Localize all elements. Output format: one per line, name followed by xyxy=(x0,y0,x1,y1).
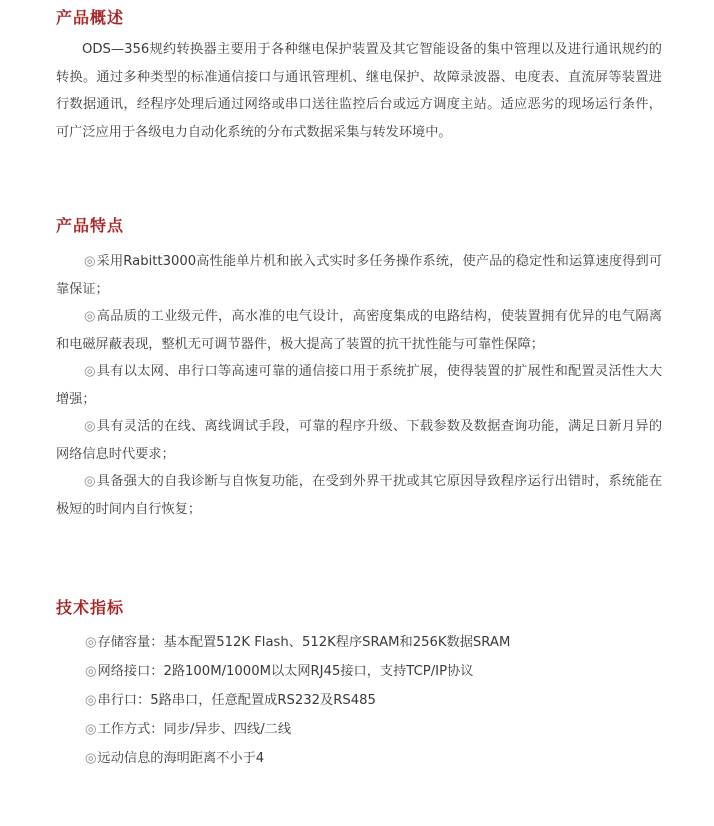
spec-item xyxy=(56,628,662,657)
feature-item-text: 高品质的工业级元件，高水准的电气设计，高密度集成的电路结构，使装置拥有优异的电气隔离和电磁屏蔽表现，整机无可调节器件，极大提高了装置的抗干扰性能与可靠性保障； xyxy=(56,309,663,352)
technical-specs-section xyxy=(56,598,662,773)
technical-specs-heading: 技术指标 xyxy=(56,598,125,617)
circle-bullet-icon: ◎ xyxy=(85,751,97,766)
spec-item-text: 存储容量：基本配置512K Flash、512K程序SRAM和256K数据SRAM xyxy=(97,635,511,650)
product-features-heading: 产品特点 xyxy=(56,216,125,235)
spec-item xyxy=(56,686,662,715)
feature-item xyxy=(56,248,662,303)
product-overview-heading: 产品概述 xyxy=(56,8,125,27)
spec-item xyxy=(56,715,662,744)
feature-item xyxy=(56,303,662,358)
circle-bullet-icon: ◎ xyxy=(85,635,97,650)
circle-bullet-icon: ◎ xyxy=(85,664,97,679)
feature-item xyxy=(56,413,662,468)
feature-item-text: 采用Rabitt3000高性能单片机和嵌入式实时多任务操作系统，使产品的稳定性和运算速度得到可靠保证； xyxy=(56,254,662,297)
specs-list xyxy=(56,628,662,773)
circle-bullet-icon: ◎ xyxy=(84,419,96,434)
feature-item xyxy=(56,468,662,523)
product-overview-paragraph: ODS—356规约转换器主要用于各种继电保护装置及其它智能设备的集中管理以及进行通讯规约的转换。通过多种类型的标准通信接口与通讯管理机、继电保护、故障录波器、电度表、直流屏等装置进行数据通讯，经程序处理后通过网络或串口送往监控后台或远方调度主站。适应恶劣的现场运行条件，可广泛应用于各级电力自动化系统的分布式数据采集与转发环境中。 xyxy=(56,42,662,140)
spec-item-text: 串行口：5路串口，任意配置成RS232及RS485 xyxy=(97,693,376,708)
feature-item-text: 具有以太网、串行口等高速可靠的通信接口用于系统扩展，使得装置的扩展性和配置灵活性大大增强； xyxy=(56,364,663,407)
feature-item-text: 具备强大的自我诊断与自恢复功能，在受到外界干扰或其它原因导致程序运行出错时，系统能在极短的时间内自行恢复； xyxy=(56,474,663,517)
product-overview-section xyxy=(56,8,662,146)
circle-bullet-icon: ◎ xyxy=(85,722,97,737)
spec-item-text: 网络接口：2路100M/1000M以太网RJ45接口，支持TCP/IP协议 xyxy=(97,664,474,679)
spec-item-text: 工作方式：同步/异步、四线/二线 xyxy=(97,722,292,737)
circle-bullet-icon: ◎ xyxy=(85,693,97,708)
feature-item-text: 具有灵活的在线、离线调试手段，可靠的程序升级、下载参数及数据查询功能，满足日新月异的网络信息时代要求； xyxy=(56,419,663,462)
features-list xyxy=(56,248,662,523)
circle-bullet-icon: ◎ xyxy=(84,254,96,269)
product-features-section xyxy=(56,216,662,523)
feature-item xyxy=(56,358,662,413)
circle-bullet-icon: ◎ xyxy=(84,364,96,379)
spec-item xyxy=(56,744,662,773)
circle-bullet-icon: ◎ xyxy=(84,474,96,489)
spec-item-text: 远动信息的海明距离不小于4 xyxy=(97,751,265,766)
circle-bullet-icon: ◎ xyxy=(84,309,96,324)
spec-item xyxy=(56,657,662,686)
